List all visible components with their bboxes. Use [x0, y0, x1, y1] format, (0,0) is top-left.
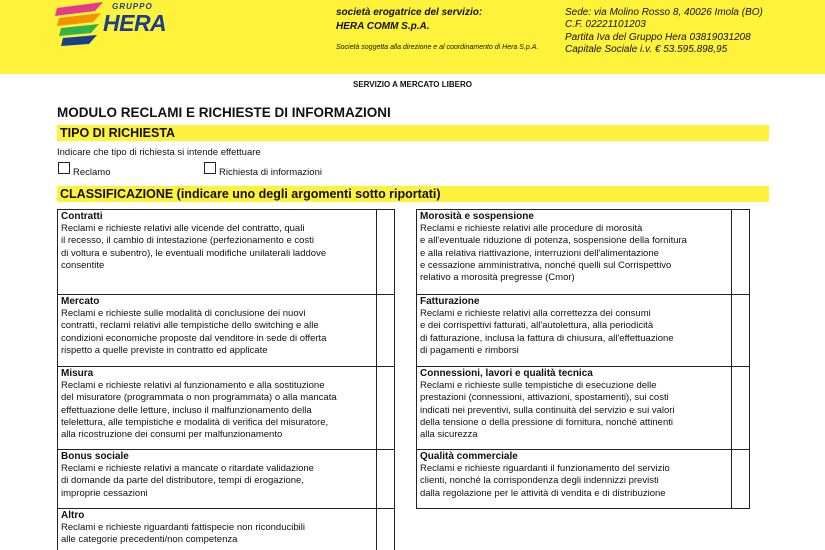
header-band [0, 0, 825, 74]
direzione-note: Società soggetta alla direzione e al coordinamento di Hera S.p.A. [336, 44, 539, 51]
logo-gruppo-text: GRUPPO [112, 2, 153, 11]
reclamo-checkbox[interactable] [58, 162, 70, 174]
category-qualita-commerciale [416, 449, 732, 509]
servizio-label: SERVIZIO A MERCATO LIBERO [353, 80, 472, 89]
category-connessioni [416, 366, 732, 450]
select-box-qualita-commerciale[interactable] [731, 449, 750, 509]
category-title: Morosità e sospensione [420, 211, 534, 222]
select-box-bonus-sociale[interactable] [376, 449, 395, 509]
category-contratti [57, 209, 377, 295]
category-desc: Reclami e richieste relativi alle procedure di morosità e all'eventuale riduzione di potenza, sospensione della fornitura e alla relativa riattivazione, interruzioni dell'alimentazione e cessazione amministrativa, nonché quelli sul Corrispettivo relativo a morosità pregresse (Cmor) [420, 223, 687, 284]
cf-text: C.F. 02221101203 [565, 19, 646, 31]
category-desc: Reclami e richieste sulle modalità di conclusione dei nuovi contratti, reclami relativi alle tempistiche dello switching e alle condizioni economiche proposte dal venditore in sede di offerta rispetto a quelle previste in contratto ed applicate [61, 308, 327, 356]
reclamo-label: Reclamo [73, 167, 111, 178]
select-box-contratti[interactable] [376, 209, 395, 295]
category-title: Altro [61, 510, 85, 521]
select-box-connessioni[interactable] [731, 366, 750, 450]
category-mercato [57, 294, 377, 367]
category-title: Bonus sociale [61, 451, 129, 462]
category-desc: Reclami e richieste relativi alle vicende del contratto, quali il recesso, il cambio di intestazione (perfezionamento e costi di voltura e subentro), le eventuali modifiche unilaterali laddove consentite [61, 223, 327, 271]
societa-label: società erogatrice del servizio: [336, 7, 483, 18]
select-box-altro[interactable] [376, 508, 395, 550]
category-desc: Reclami e richieste relativi alla correttezza dei consumi e dei corrispettivi fatturati, all'autolettura, alla periodicità di fatturazione, inclusa la fattura di chiusura, all'effettuazione di pagamenti e rimborsi [420, 308, 674, 356]
classificazione-heading: CLASSIFICAZIONE (indicare uno degli argomenti sotto riportati) [57, 186, 769, 202]
category-title: Connessioni, lavori e qualità tecnica [420, 368, 593, 379]
tipo-instruction: Indicare che tipo di richiesta si intende effettuare [57, 147, 261, 158]
logo-hera-text: HERA [103, 10, 167, 36]
category-fatturazione [416, 294, 732, 367]
select-box-misura[interactable] [376, 366, 395, 450]
category-title: Qualità commerciale [420, 451, 518, 462]
category-title: Fatturazione [420, 296, 480, 307]
category-title: Contratti [61, 211, 103, 222]
company-block [336, 7, 556, 51]
category-altro [57, 508, 377, 550]
category-morosita [416, 209, 732, 295]
richiesta-info-checkbox[interactable] [204, 162, 216, 174]
category-desc: Reclami e richieste sulle tempistiche di esecuzione delle prestazioni (connessioni, attivazioni, spostamenti), sui costi indicati nei preventivi, sulla continuità del servizio e sui valori della tensione o della pressione di fornitura, nonché attinenti alla sicurezza [420, 380, 675, 441]
category-desc: Reclami e richieste relativi al funzionamento e alla sostituzione del misuratore (programmata o non programmata) o alla mancata effettuazione delle letture, incluso il malfunzionamento della telelettura, alle tempistiche e modalità di verifica del misuratore, alla ricostruzione dei consumi per malfunzionamento [61, 380, 337, 441]
richiesta-info-label: Richiesta di informazioni [219, 167, 322, 178]
category-bonus-sociale [57, 449, 377, 509]
page-title: MODULO RECLAMI E RICHIESTE DI INFORMAZIONI [57, 105, 391, 120]
select-box-mercato[interactable] [376, 294, 395, 367]
societa-name: HERA COMM S.p.A. [336, 21, 430, 32]
select-box-morosita[interactable] [731, 209, 750, 295]
piva-text: Partita Iva del Gruppo Hera 03819031208 [565, 31, 751, 43]
sede-text: Sede: via Molino Rosso 8, 40026 Imola (BO) [565, 7, 763, 18]
category-desc: Reclami e richieste relativi a mancate o ritardate validazione di domande da parte del distributore, tempi di erogazione, improprie cessazioni [61, 463, 314, 499]
legal-info [565, 7, 815, 56]
select-box-fatturazione[interactable] [731, 294, 750, 367]
category-desc: Reclami e richieste riguardanti fattispecie non riconducibili alle categorie precedenti/non competenza [61, 522, 305, 546]
category-misura [57, 366, 377, 450]
category-title: Mercato [61, 296, 100, 307]
capitale-text: Capitale Sociale i.v. € 53.595.898,95 [565, 43, 728, 55]
category-desc: Reclami e richieste riguardanti il funzionamento del servizio clienti, nonché la corrispondenza degli indennizzi previsti dalla regolazione per le attività di vendita e di distribuzione [420, 463, 670, 499]
tipo-heading: TIPO DI RICHIESTA [57, 125, 769, 141]
category-title: Misura [61, 368, 94, 379]
